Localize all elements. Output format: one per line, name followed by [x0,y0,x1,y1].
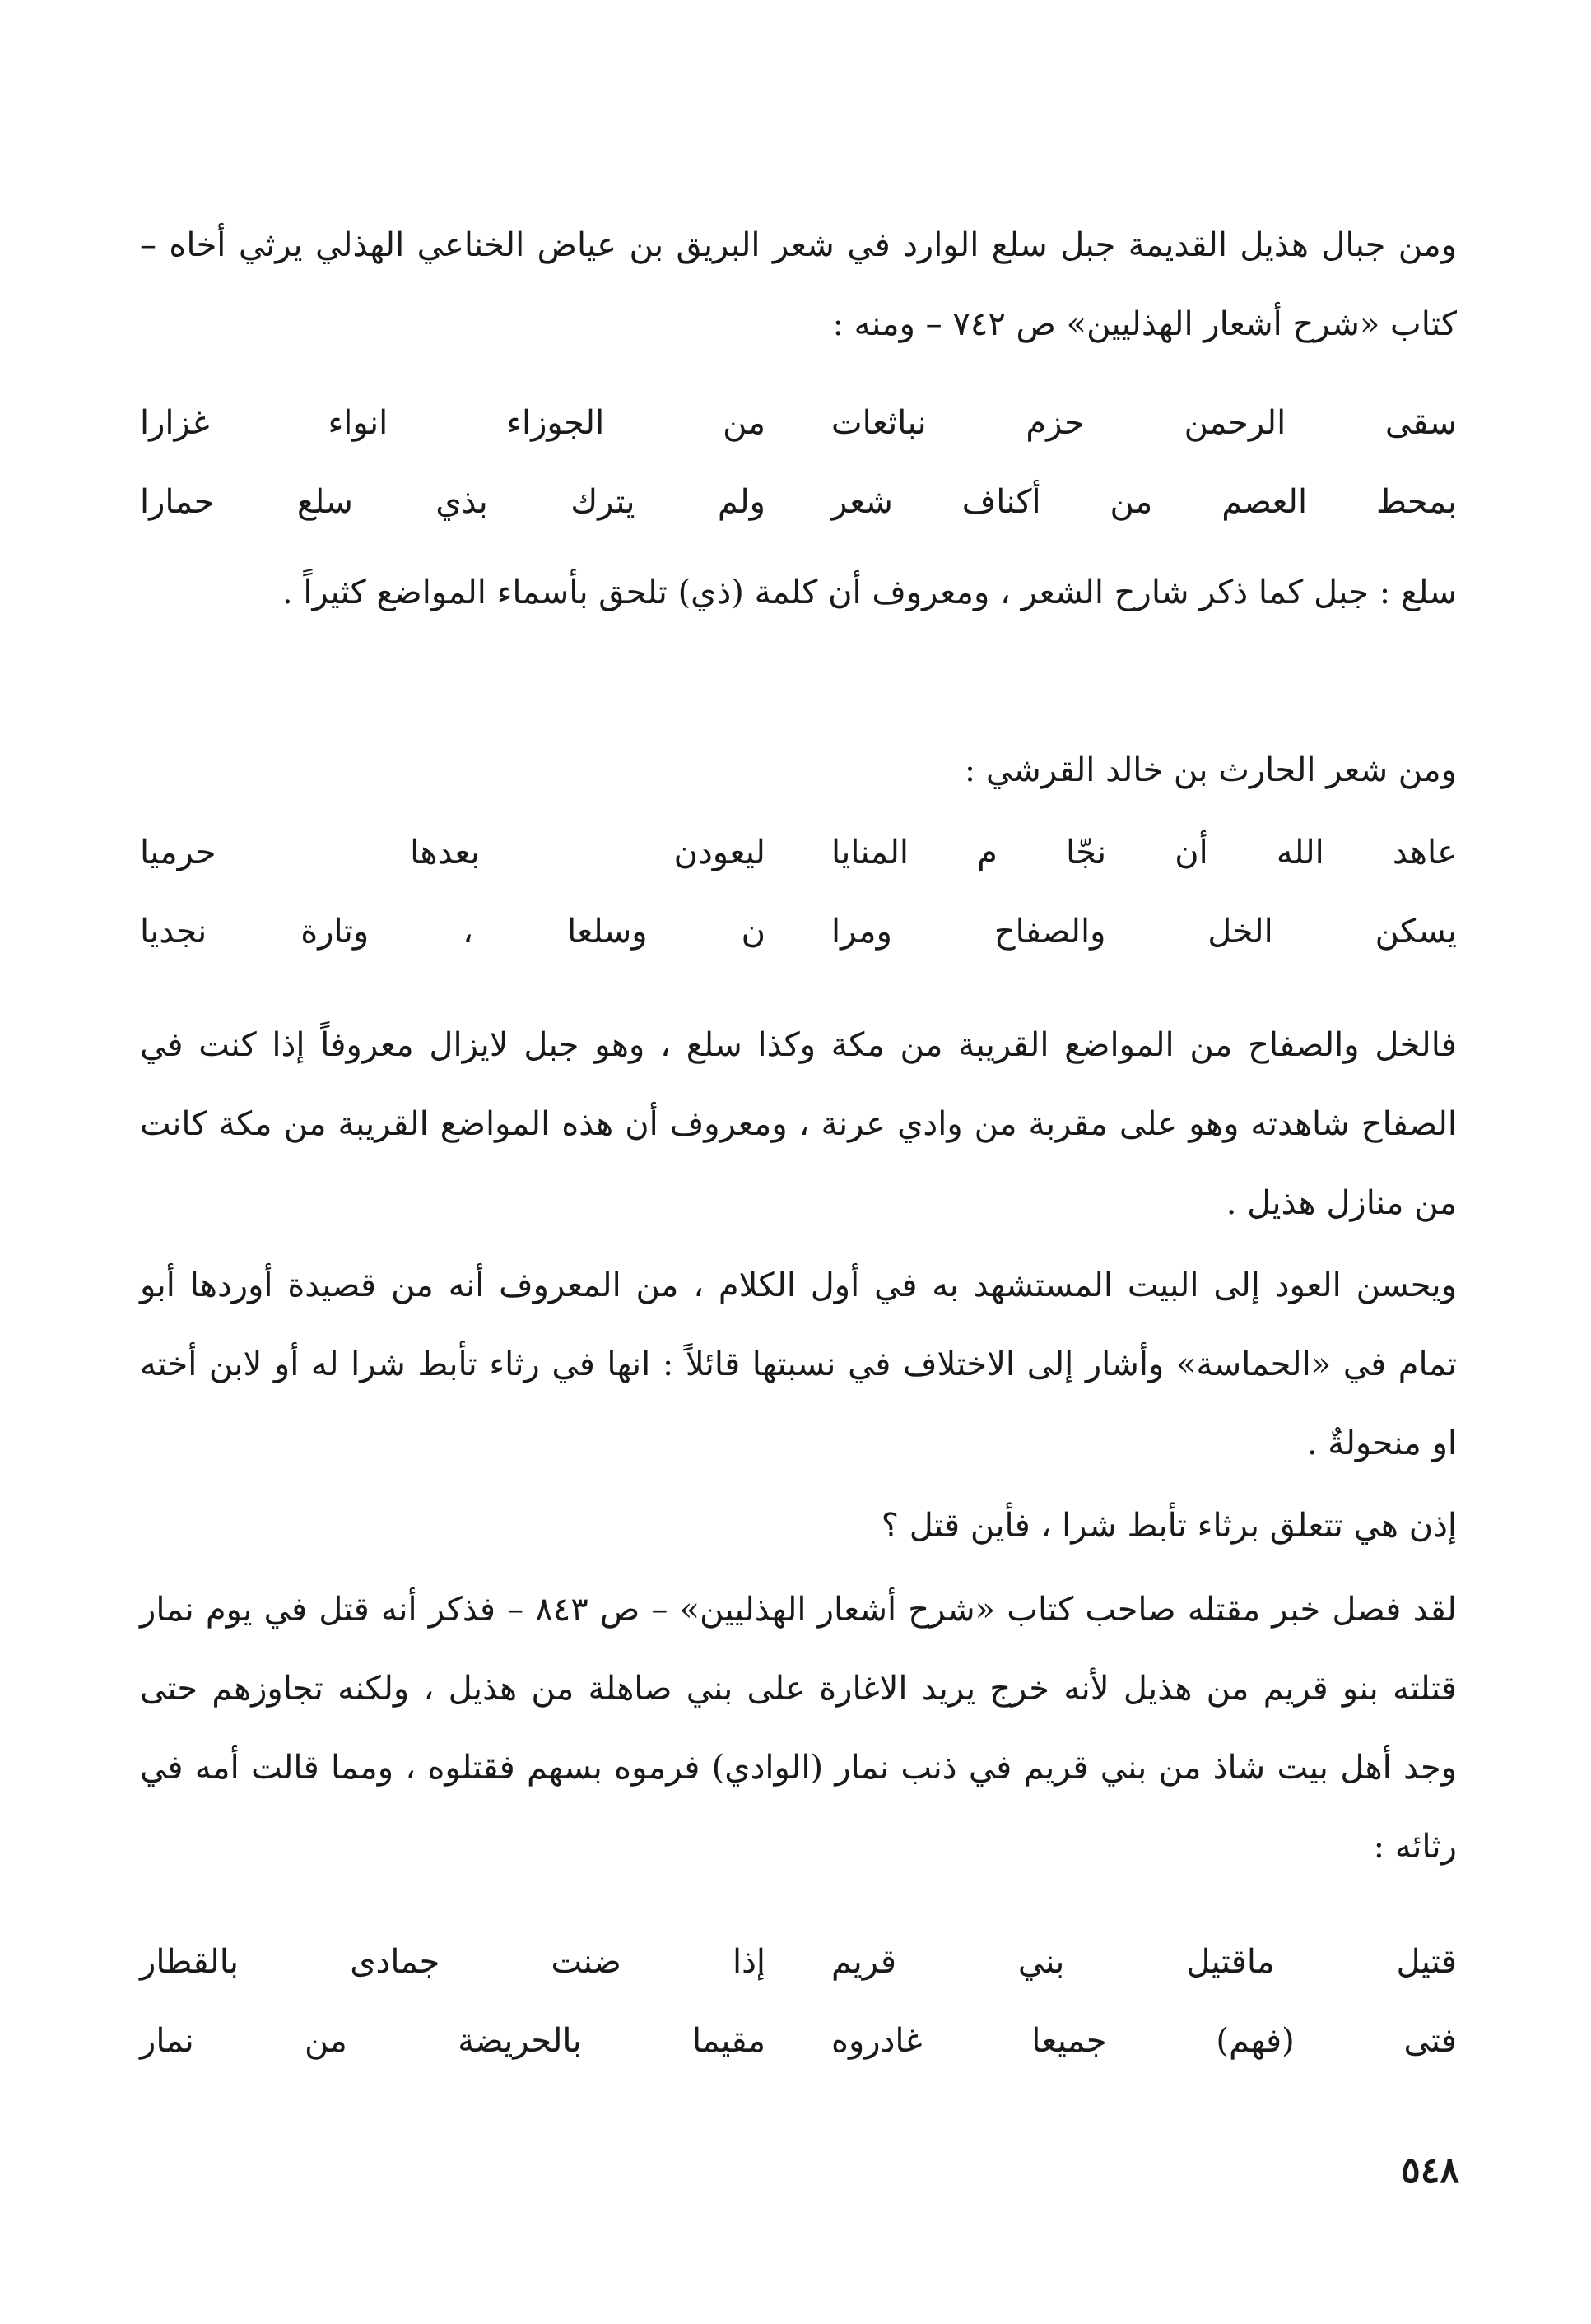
verse-line [140,462,1457,541]
verse-group-1 [140,383,1457,541]
paragraph-7-text: لقد فصل خبر مقتله صاحب كتاب «شرح أشعار الهذليين» – ص ٨٤٣ – فذكر أنه قتل في يوم نمار قتلته بنو قريم من هذيل لأنه خرج يريد الاغارة على بني صاهلة من هذيل ، ولكنه تجاوزهم حتى وجد أهل بيت شاذ من بني قريم في ذنب نمار (الوادي) فرموه بسهم فقتلوه ، ومما قالت أمه في رثائه : [140,1591,1457,1866]
verse-second-hemistich: ليعودن بعدها حرميا [140,834,765,872]
paragraph-1-text: ومن جبال هذيل القديمة جبل سلع الوارد في شعر البريق بن عياض الخناعي الهذلي يرثي أخاه – كتاب «شرح أشعار الهذليين» ص ٧٤٢ – ومنه : [140,226,1457,343]
verse-group-3 [140,1922,1457,2080]
verse-line [140,383,1457,462]
verse-second-hemistich: ولم يترك بذي سلع حمارا [140,483,765,521]
paragraph-4-text: فالخل والصفاح من المواضع القريبة من مكة وكذا سلع ، وهو جبل لايزال معروفاً إذا كنت في الصفاح شاهدته وهو على مقربة من وادي عرنة ، ومعروف أن هذه المواضع القريبة من مكة كانت من منازل هذيل . [140,1026,1457,1222]
page-number: ٥٤٨ [1401,2150,1459,2192]
verse-first-hemistich: بمحط العصم من أكناف شعر [831,483,1457,521]
paragraph-7 [140,1570,1457,1886]
verse-second-hemistich: مقيما بالحريضة من نمار [140,2022,765,2060]
paragraph-2 [140,553,1457,632]
paragraph-4 [140,1006,1457,1243]
verse-line [140,813,1457,892]
paragraph-6 [140,1486,1457,1565]
verse-second-hemistich: من الجوزاء انواء غزارا [140,404,765,442]
paragraph-3 [140,731,1457,810]
verse-first-hemistich: يسكن الخل والصفاح ومرا [831,913,1457,951]
paragraph-1 [140,206,1457,364]
verse-line [140,892,1457,971]
verse-first-hemistich: فتى (فهم) جميعا غادروه [831,2022,1457,2060]
verse-line [140,1922,1457,2001]
paragraph-6-text: إذن هي تتعلق برثاء تأبط شرا ، فأين قتل ؟ [881,1507,1457,1545]
verse-first-hemistich: قتيل ماقتيل بني قريم [831,1943,1457,1981]
paragraph-3-text: ومن شعر الحارث بن خالد القرشي : [964,751,1457,789]
paragraph-2-text: سلع : جبل كما ذكر شارح الشعر ، ومعروف أن كلمة (ذي) تلحق بأسماء المواضع كثيراً . [281,574,1457,611]
paragraph-5 [140,1246,1457,1483]
verse-group-2 [140,813,1457,971]
verse-first-hemistich: سقى الرحمن حزم نباثعات [831,404,1457,442]
verse-second-hemistich: ن وسلعا ، وتارة نجديا [140,913,765,951]
verse-line [140,2001,1457,2080]
paragraph-5-text: ويحسن العود إلى البيت المستشهد به في أول الكلام ، من المعروف أنه من قصيدة أوردها أبو تمام في «الحماسة» وأشار إلى الاختلاف في نسبتها قائلاً : انها في رثاء تأبط شرا له أو لابن أخته او منحولةٌ . [140,1267,1458,1462]
verse-second-hemistich: إذا ضنت جمادى بالقطار [140,1943,765,1981]
verse-first-hemistich: عاهد الله أن نجّا م المنايا [831,834,1457,872]
